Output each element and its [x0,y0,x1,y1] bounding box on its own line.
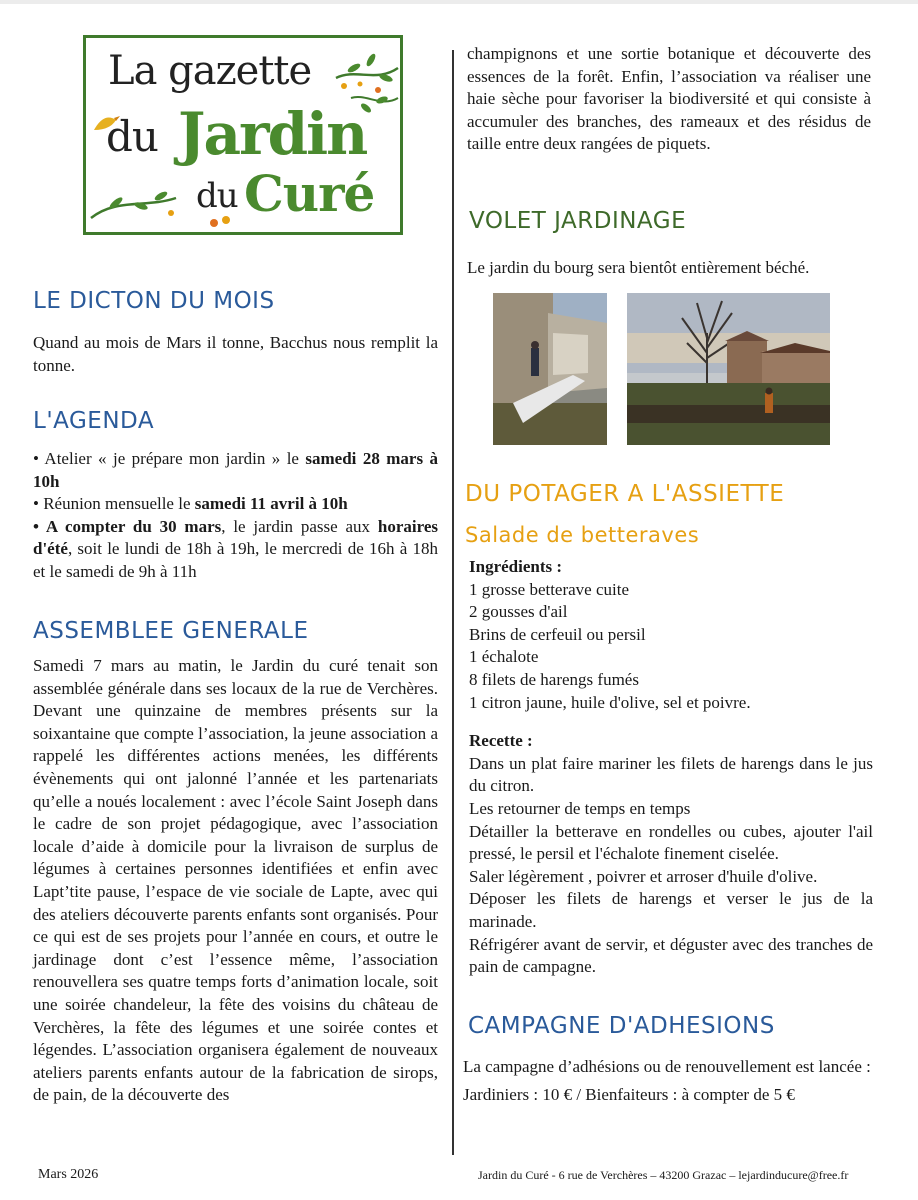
ingredient-item: Brins de cerfeuil ou persil [469,624,646,644]
recipe-step: Saler légèrement , poivrer et arroser d'huile d'olive. [469,866,818,886]
jardinage-text: Le jardin du bourg sera bientôt entièrement béché. [467,258,810,277]
logo-jardin: Jardin [178,100,367,168]
logo-line-1: La gazette [108,48,312,94]
jardinage-heading: VOLET JARDINAGE [469,208,687,234]
garden-photo-1 [493,293,607,445]
agenda-item-date: • A compter du 30 mars [33,516,222,536]
left-column [33,30,438,1105]
top-border [0,0,918,4]
campagne-block [463,1056,871,1106]
agenda-heading: L'AGENDA [33,408,155,434]
recipe-step: Réfrigérer avant de servir, et déguster avec des tranches de pain de campagne. [469,934,873,977]
agenda-item-text: , soit le lundi de 18h à 19h, le mercredi de 16h à 18h et le samedi de 9h à 11h [33,539,438,581]
recipe-step: Déposer les filets de harengs et verser le jus de la marinade. [469,889,873,931]
recipe-label: Recette : [469,731,533,751]
potager-heading: DU POTAGER A L'ASSIETTE [465,481,785,507]
campagne-heading: CAMPAGNE D'ADHESIONS [468,1013,775,1039]
footer-address: Jardin du Curé - 6 rue de Verchères – 43200 Grazac – lejardinducure@free.fr [478,1168,849,1182]
logo-du-1: du [106,112,158,161]
assemblee-text: Samedi 7 mars au matin, le Jardin du curé tenait son assemblée générale dans ses locaux de la rue de Verchères. Devant une quinzaine de membres présents sur la soixantaine que compte l’association, la jeune association a rappelé les différentes actions menées, les différents évènements qui ont jalonné l’année et les partenariats qu’elle a noués localement : avec l’école Saint Joseph dans le cadre de son projet pédagogique, avec l’association locale d’aide à domicile pour la livraison de surplus de légumes à certaines personnes identifiées et enfin avec Lapt’tite pause, l’espace de vie sociale de Lapte, avec qui des ateliers découverte parents enfants sont organisés. Pour ce qui est de ses projets pour l’année en cours, et outre le jardinage dont c’est l’essence même, l’association renouvellera ses quatre temps forts d’animation locale, soit une soirée chandeleur, la fête des voisins du château de Verchères, la fête des légumes et une soirée contes et légendes. L’association organisera également de nouveaux ateliers parents enfants autour de la fabrication de sirops, de pain, de la découverte des [33,656,438,1105]
footer-date: Mars 2026 [38,1167,99,1182]
agenda-item [33,493,438,516]
agenda-item-text: • Atelier « je prépare mon jardin » le [33,449,306,468]
ingredient-item: 1 grosse betterave cuite [469,579,630,599]
assemblee-continued-text: champignons et une sortie botanique et découverte des essences de la forêt. Enfin, l’association va réaliser une haie sèche pour favoriser la biodiversité et qui consiste à accumuler des branches, des rameaux et des résidus de taille entre deux rangées de piquets. [467,44,871,154]
logo-cure: Curé [244,164,375,223]
recipe-step: Dans un plat faire mariner les filets de harengs dans le jus du citron. [469,753,873,796]
gazette-logo [83,35,403,235]
ingredient-item: 1 citron jaune, huile d'olive, sel et poivre. [469,692,751,712]
campagne-text: La campagne d’adhésions ou de renouvellement est lancée : [463,1057,871,1076]
logo-du-2: du [196,176,238,216]
agenda-item-text: , le jardin passe aux [221,516,378,536]
recipe-title: Salade de betteraves [465,523,700,547]
agenda-item [33,516,438,584]
recipe-step: Détailler la betterave en rondelles ou cubes, ajouter l'ail pressé, le persil et l'échalote finement ciselée. [469,821,873,864]
dicton-heading: LE DICTON DU MOIS [33,288,275,314]
ingredients-label: Ingrédients : [469,557,563,576]
ingredient-item: 2 gousses d'ail [469,602,568,622]
assemblee-heading: ASSEMBLEE GENERALE [33,618,309,644]
agenda-item-text: • Réunion mensuelle le [33,494,195,514]
dicton-text: Quand au mois de Mars il tonne, Bacchus nous remplit la tonne. [33,333,438,375]
ingredient-item: 1 échalote [469,647,539,667]
recipe-block [469,555,873,979]
agenda-list [33,448,438,584]
campagne-prices: Jardiniers : 10 € / Bienfaiteurs : à compter de 5 € [463,1084,795,1104]
agenda-item-date: samedi 11 avril à 10h [194,494,348,514]
recipe-step: Les retourner de temps en temps [469,798,691,818]
agenda-item-date: samedi 28 mars à 10h [33,449,438,491]
agenda-item [33,448,438,493]
garden-photo-2 [627,293,830,445]
agenda-item-highlight: horaires d'été [33,516,438,559]
ingredient-item: 8 filets de harengs fumés [469,669,639,689]
column-divider [452,50,454,1155]
